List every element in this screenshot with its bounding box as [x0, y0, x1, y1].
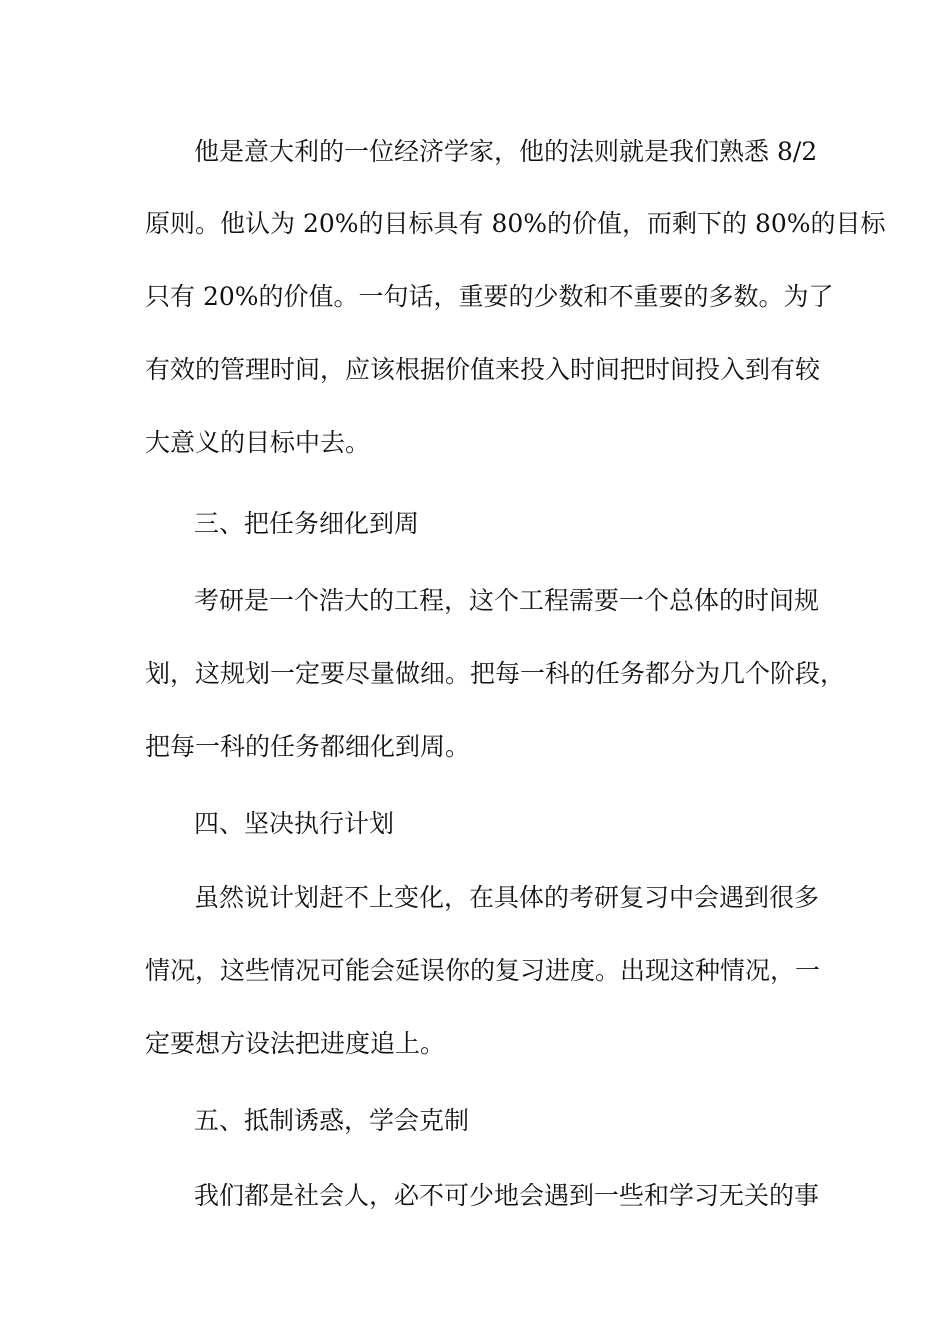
paragraph-line: 他是意大利的一位经济学家，他的法则就是我们熟悉 8/2 [194, 137, 818, 166]
paragraph-line: 原则。他认为 20%的目标具有 80%的价值，而剩下的 80%的目标 [145, 209, 886, 238]
paragraph-line: 划，这规划一定要尽量做细。把每一科的任务都分为几个阶段， [145, 659, 846, 688]
paragraph-line: 考研是一个浩大的工程，这个工程需要一个总体的时间规 [194, 586, 820, 615]
paragraph-line: 把每一科的任务都细化到周。 [145, 732, 471, 761]
section-heading: 五、抵制诱惑，学会克制 [194, 1106, 470, 1135]
paragraph-line: 只有 20%的价值。一句话，重要的少数和不重要的多数。为了 [145, 282, 834, 311]
paragraph-line: 有效的管理时间，应该根据价值来投入时间把时间投入到有较 [145, 355, 821, 384]
paragraph-line: 定要想方设法把进度追上。 [145, 1029, 446, 1058]
paragraph-line: 情况，这些情况可能会延误你的复习进度。出现这种情况，一 [145, 956, 821, 985]
paragraph-line: 我们都是社会人，必不可少地会遇到一些和学习无关的事 [194, 1181, 820, 1210]
paragraph-line: 虽然说计划赶不上变化，在具体的考研复习中会遇到很多 [194, 883, 820, 912]
paragraph-line: 大意义的目标中去。 [145, 428, 371, 457]
section-heading: 四、坚决执行计划 [194, 809, 395, 838]
section-heading: 三、把任务细化到周 [194, 509, 420, 538]
